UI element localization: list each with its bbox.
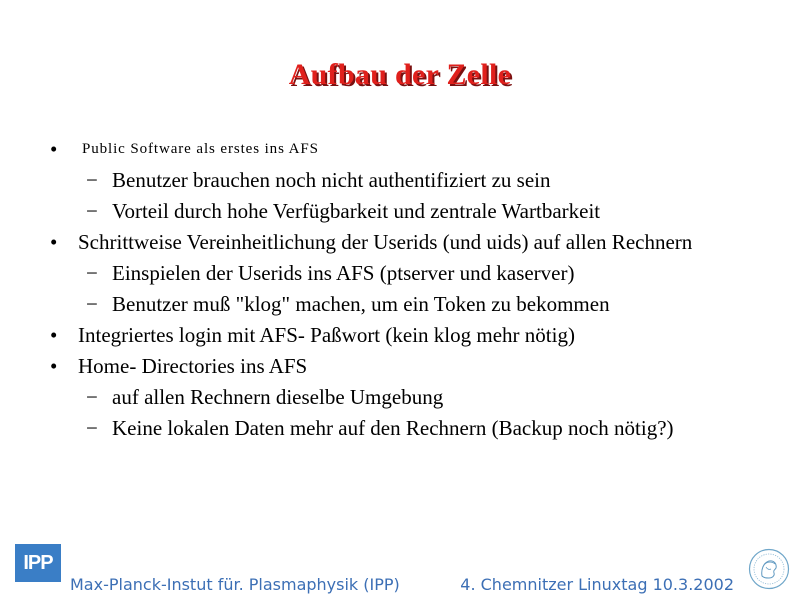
sub-bullet-text: Benutzer muß "klog" machen, um ein Token zu bekommen bbox=[112, 292, 610, 316]
sub-bullet-item bbox=[48, 165, 788, 196]
dash-marker: − bbox=[86, 168, 98, 192]
bullet-item bbox=[48, 320, 788, 351]
footer-event: 4. Chemnitzer Linuxtag 10.3.2002 bbox=[460, 575, 734, 594]
max-planck-seal-icon bbox=[748, 548, 790, 590]
bullet-text: Public Software als erstes ins AFS bbox=[82, 141, 319, 157]
dash-marker: − bbox=[86, 416, 98, 440]
sub-bullet-text: Vorteil durch hohe Verfügbarkeit und zentrale Wartbarkeit bbox=[112, 199, 601, 223]
bullet-marker: • bbox=[50, 137, 59, 161]
sub-bullet-item bbox=[48, 258, 788, 289]
sub-bullet-text: Benutzer brauchen noch nicht authentifiziert zu sein bbox=[112, 168, 551, 192]
bullet-marker: • bbox=[50, 323, 58, 347]
dash-marker: − bbox=[86, 292, 98, 316]
ipp-logo: IPP bbox=[15, 544, 61, 582]
footer-institute: Max-Planck-Instut für. Plasmaphysik (IPP) bbox=[70, 575, 400, 594]
dash-marker: − bbox=[86, 199, 98, 223]
sub-bullet-text: auf allen Rechnern dieselbe Umgebung bbox=[112, 385, 444, 409]
bullet-item bbox=[48, 134, 788, 165]
sub-bullet-item bbox=[48, 289, 788, 320]
bullet-item bbox=[48, 351, 788, 382]
sub-bullet-item bbox=[48, 413, 788, 444]
slide-title: Aufbau der Zelle bbox=[288, 58, 512, 91]
bullet-list bbox=[48, 134, 788, 444]
bullet-marker: • bbox=[50, 354, 58, 378]
sub-bullet-item bbox=[48, 382, 788, 413]
sub-bullet-item bbox=[48, 196, 788, 227]
sub-bullet-text: Einspielen der Userids ins AFS (ptserver und kaserver) bbox=[112, 261, 575, 285]
bullet-marker: • bbox=[50, 230, 58, 254]
bullet-text: Home- Directories ins AFS bbox=[78, 354, 308, 378]
bullet-text: Schrittweise Vereinheitlichung der Userids (und uids) auf allen Rechnern bbox=[78, 230, 693, 254]
dash-marker: − bbox=[86, 261, 98, 285]
dash-marker: − bbox=[86, 385, 98, 409]
bullet-item bbox=[48, 227, 788, 258]
sub-bullet-text: Keine lokalen Daten mehr auf den Rechnern (Backup noch nötig?) bbox=[112, 416, 674, 440]
bullet-text: Integriertes login mit AFS- Paßwort (kein klog mehr nötig) bbox=[78, 323, 575, 347]
